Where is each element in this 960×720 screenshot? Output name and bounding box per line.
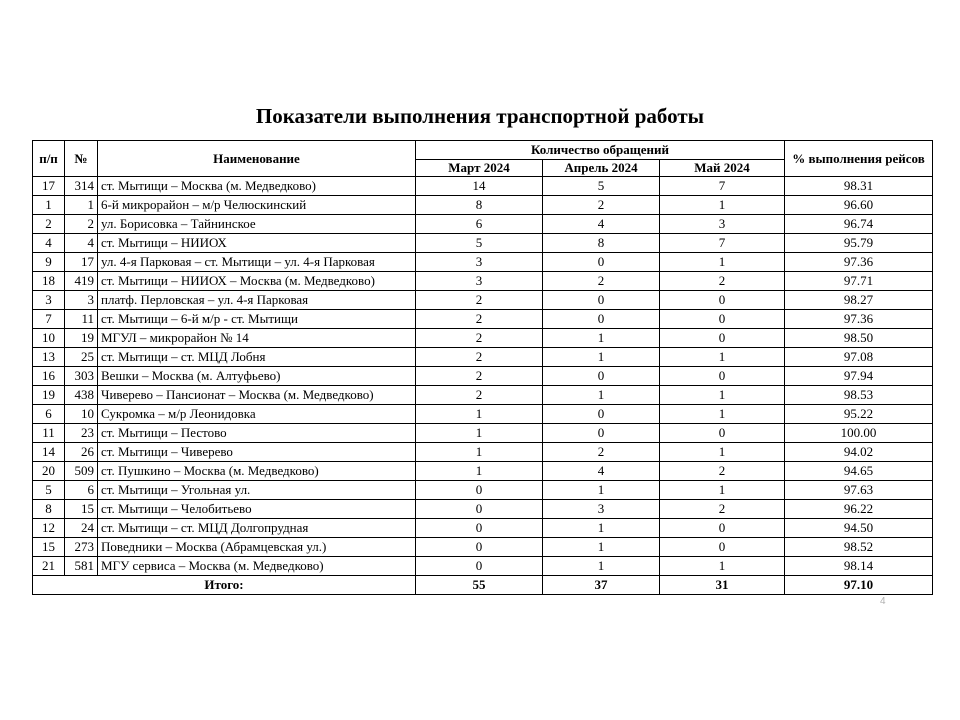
cell-completion: 97.08 — [785, 348, 933, 367]
table-row — [33, 272, 933, 291]
table-row — [33, 481, 933, 500]
cell-march: 2 — [416, 386, 543, 405]
cell-may: 0 — [660, 538, 785, 557]
total-march: 55 — [416, 576, 543, 595]
cell-may: 1 — [660, 386, 785, 405]
cell-march: 1 — [416, 443, 543, 462]
cell-index: 9 — [33, 253, 65, 272]
total-april: 37 — [543, 576, 660, 595]
cell-index: 5 — [33, 481, 65, 500]
cell-may: 1 — [660, 405, 785, 424]
cell-route-number: 11 — [65, 310, 98, 329]
header-requests-count: Количество обращений — [416, 141, 785, 160]
cell-route-number: 4 — [65, 234, 98, 253]
cell-route-name: МГУЛ – микрорайон № 14 — [98, 329, 416, 348]
cell-route-name: ст. Мытищи – Челобитьево — [98, 500, 416, 519]
table-row — [33, 424, 933, 443]
cell-index: 19 — [33, 386, 65, 405]
cell-completion: 94.65 — [785, 462, 933, 481]
cell-route-name: Чиверево – Пансионат – Москва (м. Медведково) — [98, 386, 416, 405]
cell-index: 17 — [33, 177, 65, 196]
cell-may: 1 — [660, 557, 785, 576]
cell-completion: 96.60 — [785, 196, 933, 215]
cell-route-number: 3 — [65, 291, 98, 310]
header-month-march: Март 2024 — [416, 160, 543, 177]
cell-route-number: 509 — [65, 462, 98, 481]
cell-completion: 98.14 — [785, 557, 933, 576]
table-row — [33, 291, 933, 310]
cell-completion: 97.36 — [785, 310, 933, 329]
cell-completion: 96.74 — [785, 215, 933, 234]
cell-april: 0 — [543, 253, 660, 272]
cell-april: 0 — [543, 424, 660, 443]
cell-route-number: 303 — [65, 367, 98, 386]
cell-index: 2 — [33, 215, 65, 234]
header-completion-percent: % выполнения рейсов — [785, 141, 933, 177]
cell-route-name: ст. Мытищи – ст. МЦД Долгопрудная — [98, 519, 416, 538]
header-index: п/п — [33, 141, 65, 177]
cell-march: 6 — [416, 215, 543, 234]
cell-completion: 96.22 — [785, 500, 933, 519]
cell-index: 7 — [33, 310, 65, 329]
header-month-may: Май 2024 — [660, 160, 785, 177]
cell-march: 0 — [416, 538, 543, 557]
cell-route-name: ст. Мытищи – НИИОХ — [98, 234, 416, 253]
cell-index: 4 — [33, 234, 65, 253]
cell-april: 1 — [543, 386, 660, 405]
cell-april: 1 — [543, 348, 660, 367]
cell-route-number: 1 — [65, 196, 98, 215]
cell-may: 1 — [660, 253, 785, 272]
page-title: Показатели выполнения транспортной работы — [255, 104, 705, 128]
cell-index: 18 — [33, 272, 65, 291]
cell-route-number: 314 — [65, 177, 98, 196]
table-row — [33, 519, 933, 538]
table-row — [33, 367, 933, 386]
cell-index: 12 — [33, 519, 65, 538]
cell-april: 2 — [543, 196, 660, 215]
total-completion: 97.10 — [785, 576, 933, 595]
cell-may: 1 — [660, 481, 785, 500]
cell-march: 3 — [416, 272, 543, 291]
cell-completion: 98.31 — [785, 177, 933, 196]
total-may: 31 — [660, 576, 785, 595]
cell-route-number: 15 — [65, 500, 98, 519]
cell-may: 1 — [660, 196, 785, 215]
cell-may: 0 — [660, 424, 785, 443]
cell-april: 2 — [543, 272, 660, 291]
cell-completion: 94.50 — [785, 519, 933, 538]
table-row — [33, 500, 933, 519]
cell-completion: 97.63 — [785, 481, 933, 500]
cell-completion: 98.27 — [785, 291, 933, 310]
page-number: 4 — [880, 596, 886, 607]
cell-index: 3 — [33, 291, 65, 310]
table-row — [33, 253, 933, 272]
cell-completion: 97.36 — [785, 253, 933, 272]
cell-april: 1 — [543, 519, 660, 538]
cell-index: 21 — [33, 557, 65, 576]
cell-march: 0 — [416, 481, 543, 500]
cell-route-number: 19 — [65, 329, 98, 348]
cell-route-name: ст. Мытищи – 6-й м/р - ст. Мытищи — [98, 310, 416, 329]
cell-index: 15 — [33, 538, 65, 557]
cell-route-number: 23 — [65, 424, 98, 443]
table-row — [33, 310, 933, 329]
cell-completion: 95.79 — [785, 234, 933, 253]
cell-march: 1 — [416, 405, 543, 424]
header-route-number: № — [65, 141, 98, 177]
header-route-name: Наименование — [98, 141, 416, 177]
cell-march: 1 — [416, 462, 543, 481]
cell-completion: 100.00 — [785, 424, 933, 443]
cell-index: 20 — [33, 462, 65, 481]
cell-index: 11 — [33, 424, 65, 443]
cell-may: 1 — [660, 443, 785, 462]
cell-index: 8 — [33, 500, 65, 519]
cell-may: 2 — [660, 500, 785, 519]
cell-completion: 95.22 — [785, 405, 933, 424]
cell-march: 1 — [416, 424, 543, 443]
cell-april: 3 — [543, 500, 660, 519]
cell-march: 14 — [416, 177, 543, 196]
total-label: Итого: — [33, 576, 416, 595]
cell-route-number: 438 — [65, 386, 98, 405]
cell-march: 5 — [416, 234, 543, 253]
cell-march: 2 — [416, 329, 543, 348]
cell-may: 1 — [660, 348, 785, 367]
cell-route-name: ст. Мытищи – Угольная ул. — [98, 481, 416, 500]
table-header — [33, 141, 933, 177]
cell-april: 4 — [543, 215, 660, 234]
table-row — [33, 538, 933, 557]
header-month-april: Апрель 2024 — [543, 160, 660, 177]
cell-route-name: ст. Мытищи – Чиверево — [98, 443, 416, 462]
table-row — [33, 386, 933, 405]
cell-route-name: ст. Мытищи – Москва (м. Медведково) — [98, 177, 416, 196]
table-row — [33, 405, 933, 424]
cell-april: 1 — [543, 538, 660, 557]
cell-route-number: 24 — [65, 519, 98, 538]
cell-march: 2 — [416, 348, 543, 367]
cell-route-number: 419 — [65, 272, 98, 291]
cell-april: 5 — [543, 177, 660, 196]
table-row — [33, 196, 933, 215]
cell-march: 2 — [416, 367, 543, 386]
cell-may: 3 — [660, 215, 785, 234]
total-row — [33, 576, 933, 595]
table-row — [33, 462, 933, 481]
cell-april: 0 — [543, 367, 660, 386]
cell-may: 0 — [660, 519, 785, 538]
cell-april: 1 — [543, 557, 660, 576]
cell-route-name: ул. Борисовка – Тайнинское — [98, 215, 416, 234]
cell-index: 10 — [33, 329, 65, 348]
cell-completion: 97.94 — [785, 367, 933, 386]
cell-route-name: ст. Мытищи – НИИОХ – Москва (м. Медведково) — [98, 272, 416, 291]
cell-route-name: Поведники – Москва (Абрамцевская ул.) — [98, 538, 416, 557]
cell-april: 0 — [543, 310, 660, 329]
table-row — [33, 443, 933, 462]
cell-route-name: МГУ сервиса – Москва (м. Медведково) — [98, 557, 416, 576]
cell-completion: 98.50 — [785, 329, 933, 348]
cell-completion: 98.52 — [785, 538, 933, 557]
cell-route-number: 273 — [65, 538, 98, 557]
transport-performance-table — [32, 140, 933, 595]
table-row — [33, 348, 933, 367]
table-row — [33, 215, 933, 234]
cell-index: 6 — [33, 405, 65, 424]
cell-completion: 98.53 — [785, 386, 933, 405]
cell-completion: 94.02 — [785, 443, 933, 462]
cell-april: 8 — [543, 234, 660, 253]
cell-april: 4 — [543, 462, 660, 481]
table-row — [33, 177, 933, 196]
cell-march: 0 — [416, 519, 543, 538]
cell-march: 0 — [416, 500, 543, 519]
cell-may: 0 — [660, 291, 785, 310]
cell-april: 1 — [543, 481, 660, 500]
cell-route-number: 581 — [65, 557, 98, 576]
cell-march: 0 — [416, 557, 543, 576]
cell-april: 2 — [543, 443, 660, 462]
cell-route-number: 26 — [65, 443, 98, 462]
cell-route-name: ул. 4-я Парковая – ст. Мытищи – ул. 4-я Парковая — [98, 253, 416, 272]
cell-may: 2 — [660, 462, 785, 481]
cell-route-number: 6 — [65, 481, 98, 500]
cell-route-name: Вешки – Москва (м. Алтуфьево) — [98, 367, 416, 386]
table-row — [33, 234, 933, 253]
cell-index: 1 — [33, 196, 65, 215]
cell-may: 2 — [660, 272, 785, 291]
cell-route-number: 10 — [65, 405, 98, 424]
cell-april: 0 — [543, 405, 660, 424]
cell-march: 2 — [416, 291, 543, 310]
cell-index: 14 — [33, 443, 65, 462]
cell-march: 2 — [416, 310, 543, 329]
table-body — [33, 177, 933, 576]
cell-may: 0 — [660, 367, 785, 386]
cell-route-name: Сукромка – м/р Леонидовка — [98, 405, 416, 424]
cell-march: 3 — [416, 253, 543, 272]
cell-april: 1 — [543, 329, 660, 348]
cell-route-name: 6-й микрорайон – м/р Челюскинский — [98, 196, 416, 215]
cell-route-number: 2 — [65, 215, 98, 234]
cell-april: 0 — [543, 291, 660, 310]
cell-route-number: 17 — [65, 253, 98, 272]
cell-completion: 97.71 — [785, 272, 933, 291]
cell-march: 8 — [416, 196, 543, 215]
table-row — [33, 557, 933, 576]
cell-route-number: 25 — [65, 348, 98, 367]
cell-index: 16 — [33, 367, 65, 386]
cell-may: 0 — [660, 329, 785, 348]
cell-may: 7 — [660, 177, 785, 196]
cell-route-name: платф. Перловская – ул. 4-я Парковая — [98, 291, 416, 310]
cell-route-name: ст. Мытищи – ст. МЦД Лобня — [98, 348, 416, 367]
cell-route-name: ст. Пушкино – Москва (м. Медведково) — [98, 462, 416, 481]
cell-may: 0 — [660, 310, 785, 329]
cell-index: 13 — [33, 348, 65, 367]
table-row — [33, 329, 933, 348]
cell-may: 7 — [660, 234, 785, 253]
cell-route-name: ст. Мытищи – Пестово — [98, 424, 416, 443]
